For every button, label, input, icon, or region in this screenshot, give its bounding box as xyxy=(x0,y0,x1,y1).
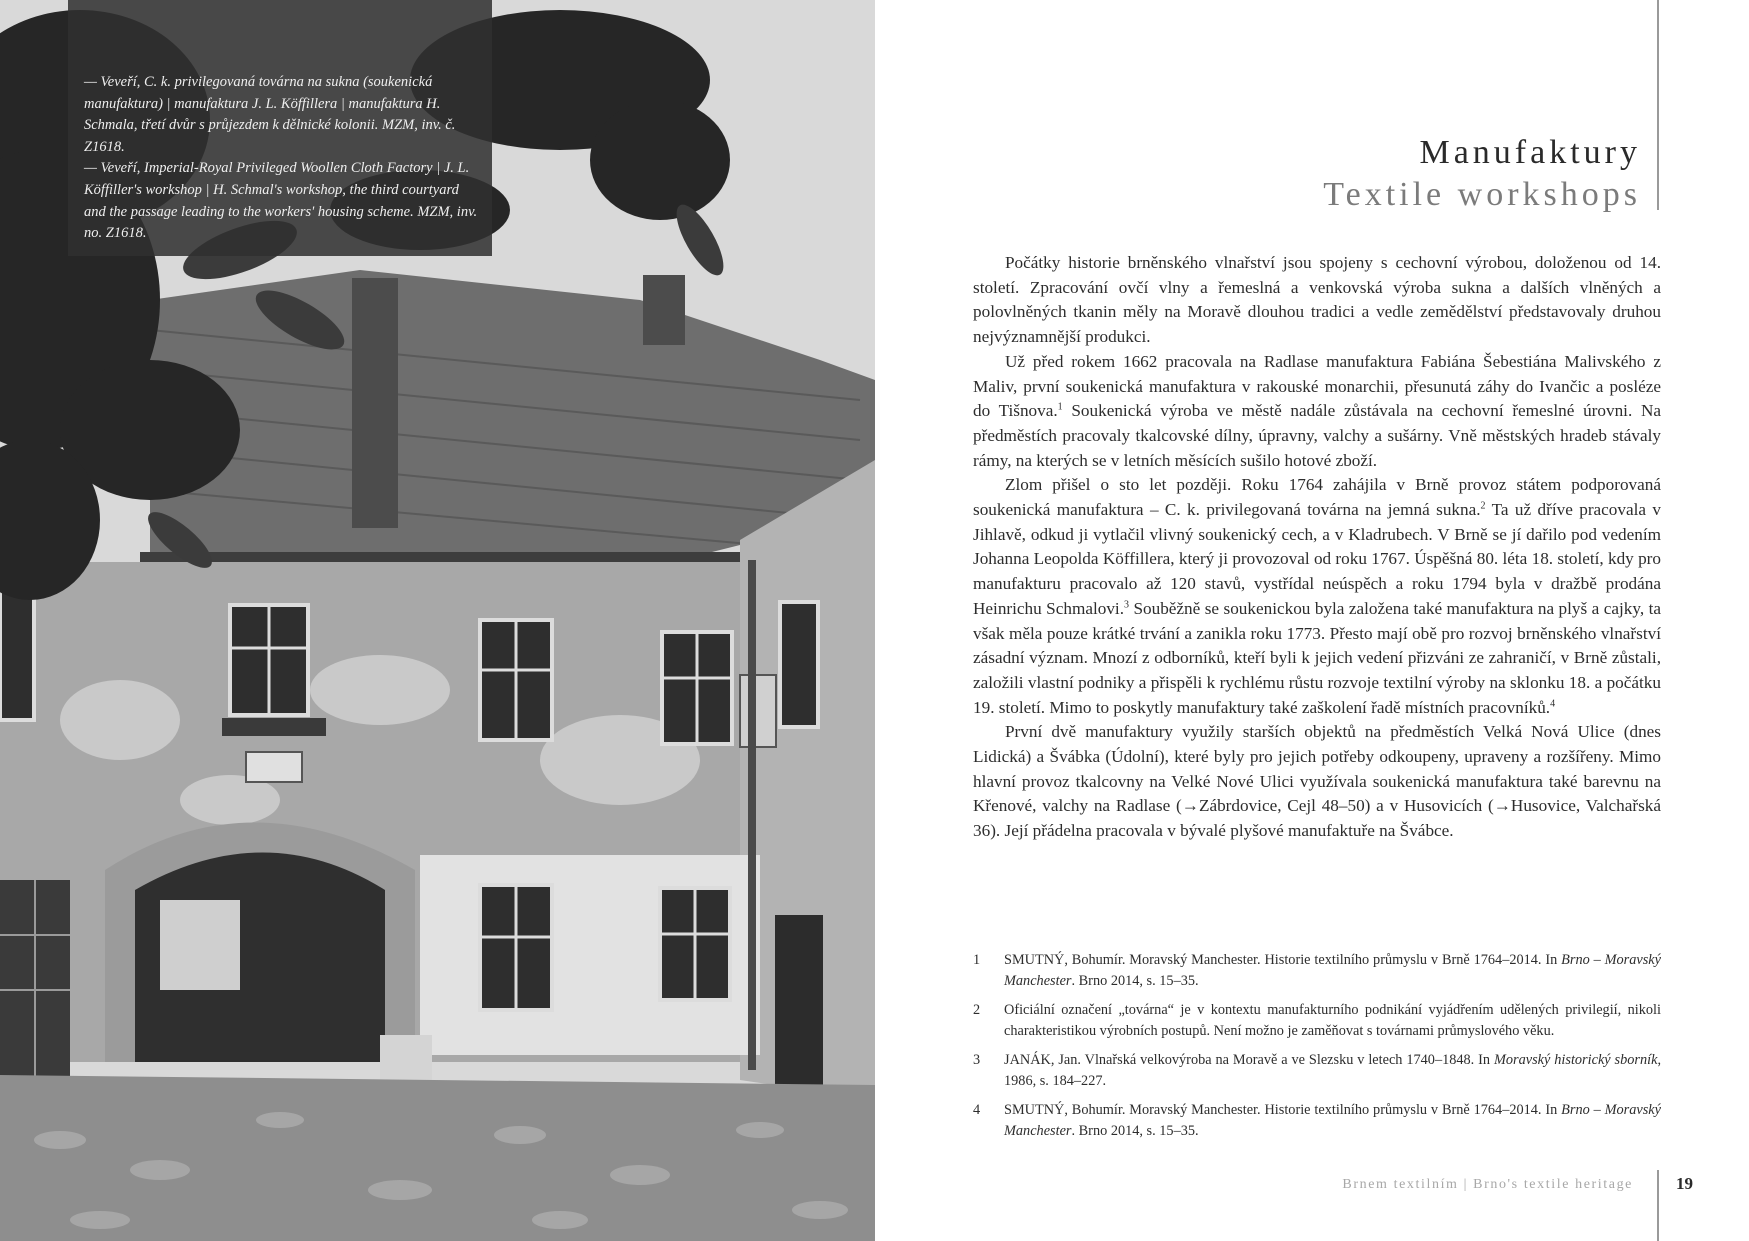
paragraph-2-text-b: Soukenická výroba ve městě nadále zůstávala na cechovní řemeslné úrovni. Na předměstích pracovaly tkalcovské dílny, úpravny, valchy a sušárny. Vně městských hradeb stávaly rámy, na kterých se v letních měsících sušilo hotové zboží. xyxy=(973,401,1661,470)
paragraph-1: Počátky historie brněnského vlnařství jsou spojeny s cechovní výrobou, doloženou od 14. století. Zpracování ovčí vlny a řemeslná a venkovská výroba sukna a dalších vlněných a polovlněných tkanin měly na Moravě dlouhou tradici a vedle zemědělství představovaly druhou nejvýznamnější produkci. xyxy=(973,253,1661,347)
footnote-2 xyxy=(973,1000,1661,1041)
footnote-3 xyxy=(973,1050,1661,1091)
footnote-ref-2[interactable]: 2 xyxy=(1480,500,1486,512)
running-footer: Brnem textilním | Brno's textile heritage xyxy=(1342,1177,1633,1192)
footnote-ref-3[interactable]: 3 xyxy=(1124,599,1129,611)
footnote-number: 1 xyxy=(973,952,981,968)
caption-en: — Veveří, Imperial-Royal Privileged Woollen Cloth Factory | J. L. Köffiller's workshop | H. Schmal's workshop, the third courtyard and the passage leading to the workers' housing scheme. MZM, inv. no. Z1618. xyxy=(84,160,478,242)
footnote-text-post: , 1986, s. 184–227. xyxy=(1004,1052,1662,1089)
paragraph-3-text-b: Ta už dříve pracovala v Jihlavě, odkud ji vytlačil vlivný soukenický cech, a v Kladrubech. V Brně se jí dařilo pod vedením Johanna Leopolda Köffillera, který ji provozoval od roku 1767. Úspěšná 80. léta 18. století, kdy pro manufakturu pracovalo až 120 stavů, vystřídal neúspěch a roku 1794 byla v dražbě prodána Heinrichu Schmalovi. xyxy=(973,500,1661,618)
paragraph-3-text-a: Zlom přišel o sto let později. Roku 1764 zahájila v Brně provoz státem podporovaná soukenická manufaktura – C. k. privilegovaná továrna na jemná sukna. xyxy=(973,475,1661,520)
footnote-italic: Brno – Moravský Manchester xyxy=(1004,1102,1661,1139)
paragraph-3 xyxy=(973,473,1661,720)
footnote-text-post: . Brno 2014, s. 15–35. xyxy=(1071,1122,1199,1139)
footnote-1 xyxy=(973,950,1661,991)
vertical-rule-top xyxy=(1657,0,1659,210)
footnote-number: 3 xyxy=(973,1052,981,1068)
paragraph-3-text-c: Souběžně se soukenickou byla založena také manufaktura na plyš a cajky, ta však měla pouze krátké trvání a zanikla roku 1773. Přesto mají obě pro rozvoj brněnského vlnařství zásadní význam. Mnozí z odborníků, kteří byli k jejich vedení přizváni ze zahraničí, v Brně zůstali, založili vlastní podniky a přispěli k rychlému růstu rozvoje textilní výroby na sklonku 18. a počátku 19. století. Mimo to poskytly manufaktury také zaškolení řadě místních pracovníků. xyxy=(973,598,1661,717)
page-subtitle: Textile workshops xyxy=(1323,176,1641,213)
vertical-rule-bottom xyxy=(1657,1170,1659,1241)
footnote-ref-4[interactable]: 4 xyxy=(1550,697,1556,709)
paragraph-2-text-a: Už před rokem 1662 pracovala na Radlase manufaktura Fabiána Šebestiána Malivského z Maliv, první soukenická manufaktura v rakouské monarchii, přesunutá záhy do Ivančic a posléze do Tišnova. xyxy=(973,351,1661,421)
footnote-text: Oficiální označení „továrna“ je v kontextu manufakturního podnikání vyjádřením udělených privilegií, nikoli charakteristikou výrobních postupů. Není možno je zaměňovat s továrnami průmyslového věku. xyxy=(1004,1002,1661,1039)
body-text xyxy=(973,251,1661,844)
footnote-italic: Moravský historický sborník xyxy=(1493,1052,1658,1068)
paragraph-2 xyxy=(973,350,1661,474)
footnote-text: SMUTNÝ, Bohumír. Moravský Manchester. Historie textilního průmyslu v Brně 1764–2014. In xyxy=(1004,952,1562,968)
caption-cz: — Veveří, C. k. privilegovaná továrna na sukna (soukenická manufaktura) | manufaktura J. L. Köffillera | manufaktura H. Schmala, třetí dvůr s průjezdem k dělnické kolonii. MZM, inv. č. Z1618. xyxy=(84,74,456,155)
photo-caption xyxy=(84,72,484,245)
footnote-italic: Brno – Moravský Manchester xyxy=(1004,952,1661,989)
footnote-text: SMUTNÝ, Bohumír. Moravský Manchester. Historie textilního průmyslu v Brně 1764–2014. In xyxy=(1004,1102,1562,1118)
footnote-number: 2 xyxy=(973,1002,981,1018)
paragraph-4: První dvě manufaktury využily starších objektů na předměstích Velká Nová Ulice (dnes Lidická) a Švábka (Údolní), které byly pro jejich potřeby odkoupeny, upraveny a rozšířeny. Mimo hlavní provoz tkalcovny na Velké Nové Ulici využívala soukenická manufaktura také barevnu na Křenové, valchy na Radlase (→Zábrdovice, Cejl 48–50) a v Husovicích (→Husovice, Valchařská 36). Její přádelna pracovala v bývalé plyšové manufaktuře na Švábce. xyxy=(973,722,1661,841)
footnotes xyxy=(973,950,1661,1150)
footnote-ref-1[interactable]: 1 xyxy=(1057,401,1063,413)
page-title: Manufaktury xyxy=(1419,134,1641,171)
page-number: 19 xyxy=(1676,1174,1693,1193)
footnote-4 xyxy=(973,1100,1661,1141)
footnote-text-post: . Brno 2014, s. 15–35. xyxy=(1071,972,1199,989)
footnote-number: 4 xyxy=(973,1102,981,1118)
footnote-text: JANÁK, Jan. Vlnařská velkovýroba na Moravě a ve Slezsku v letech 1740–1848. In xyxy=(1004,1052,1494,1068)
